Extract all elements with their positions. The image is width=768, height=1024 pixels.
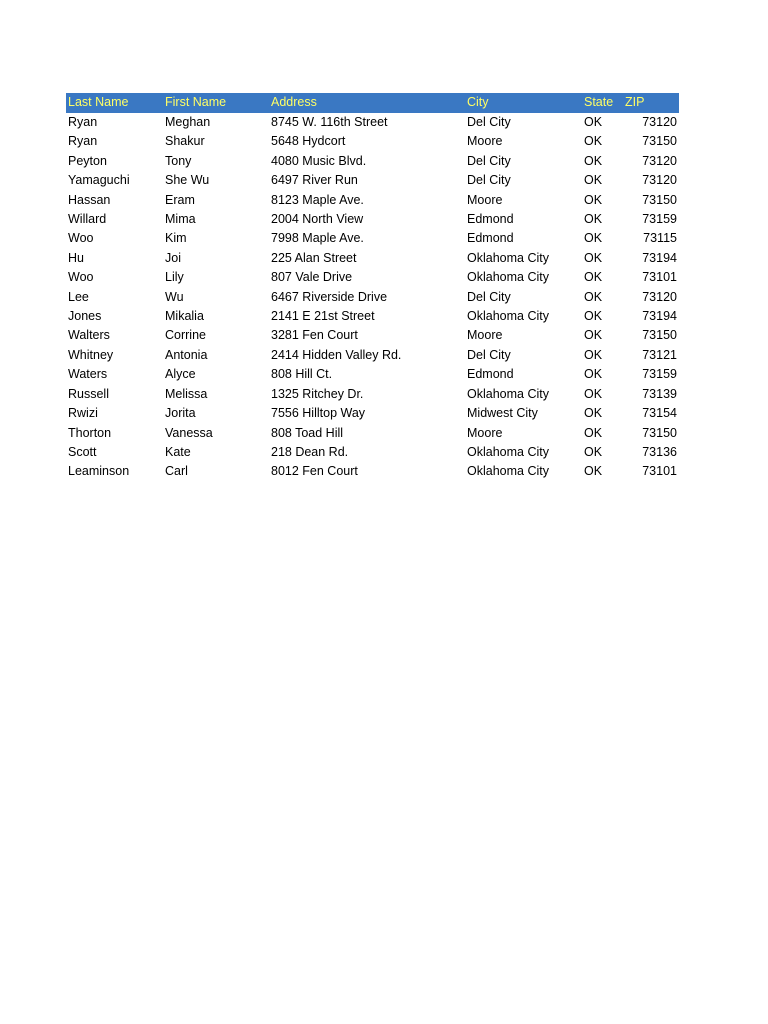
- last-name-cell: Hassan: [68, 192, 111, 207]
- city-cell: Oklahoma City: [467, 444, 549, 459]
- city-cell: Midwest City: [467, 406, 538, 421]
- city-cell: Oklahoma City: [467, 270, 549, 285]
- last-name-cell: Willard: [68, 212, 107, 227]
- address-cell: 2004 North View: [271, 212, 364, 227]
- last-name-cell: Woo: [68, 270, 94, 285]
- last-name-cell: Rwizi: [68, 406, 98, 421]
- address-cell: 808 Toad Hill: [271, 425, 344, 440]
- first-name-cell: Antonia: [165, 347, 208, 362]
- first-name-cell: Eram: [165, 192, 195, 207]
- city-cell: Del City: [467, 347, 511, 362]
- zip-cell: 73139: [642, 386, 677, 401]
- zip-cell: 73194: [642, 309, 677, 324]
- last-name-cell: Whitney: [68, 347, 114, 362]
- state-cell: OK: [584, 444, 603, 459]
- city-cell: Moore: [467, 328, 503, 343]
- address-table: [66, 93, 679, 482]
- address-cell: 808 Hill Ct.: [271, 367, 333, 382]
- zip-cell: 73194: [642, 250, 677, 265]
- zip-cell: 73120: [642, 153, 677, 168]
- first-name-cell: Alyce: [165, 367, 196, 382]
- state-cell: OK: [584, 173, 603, 188]
- address-cell: 218 Dean Rd.: [271, 444, 349, 459]
- state-cell: OK: [584, 192, 603, 207]
- table-row: [66, 385, 679, 404]
- state-cell: OK: [584, 406, 603, 421]
- first-name-cell: Jorita: [165, 406, 196, 421]
- zip-cell: 73120: [642, 289, 677, 304]
- first-name-cell: Tony: [165, 153, 192, 168]
- first-name-cell: Mikalia: [165, 309, 204, 324]
- header-first-name: First Name: [163, 93, 269, 113]
- zip-cell: 73120: [642, 115, 677, 129]
- zip-cell: 73136: [642, 444, 677, 459]
- first-name-cell: Melissa: [165, 386, 208, 401]
- city-cell: Moore: [467, 134, 503, 149]
- first-name-cell: She Wu: [165, 173, 210, 188]
- city-cell: Moore: [467, 192, 503, 207]
- address-cell: 8123 Maple Ave.: [271, 192, 364, 207]
- state-cell: OK: [584, 250, 603, 265]
- table-row: [66, 268, 679, 287]
- city-cell: Edmond: [467, 212, 514, 227]
- state-cell: OK: [584, 367, 603, 382]
- header-row: [66, 93, 679, 113]
- last-name-cell: Yamaguchi: [68, 173, 130, 188]
- state-cell: OK: [584, 328, 603, 343]
- zip-cell: 73154: [642, 406, 677, 421]
- address-cell: 8012 Fen Court: [271, 464, 358, 479]
- table-row: [66, 307, 679, 326]
- zip-cell: 73120: [642, 173, 677, 188]
- city-cell: Oklahoma City: [467, 386, 549, 401]
- city-cell: Edmond: [467, 367, 514, 382]
- state-cell: OK: [584, 212, 603, 227]
- state-cell: OK: [584, 153, 603, 168]
- table-row: [66, 210, 679, 229]
- last-name-cell: Ryan: [68, 115, 98, 129]
- first-name-cell: Wu: [165, 289, 184, 304]
- header-city: City: [465, 93, 582, 113]
- last-name-cell: Lee: [68, 289, 89, 304]
- table-row: [66, 229, 679, 248]
- state-cell: OK: [584, 309, 603, 324]
- city-cell: Del City: [467, 115, 511, 129]
- state-cell: OK: [584, 347, 603, 362]
- last-name-cell: Waters: [68, 367, 108, 382]
- first-name-cell: Corrine: [165, 328, 206, 343]
- first-name-cell: Meghan: [165, 115, 211, 129]
- address-cell: 807 Vale Drive: [271, 270, 353, 285]
- header-state: State: [582, 93, 625, 113]
- city-cell: Oklahoma City: [467, 250, 549, 265]
- city-cell: Del City: [467, 289, 511, 304]
- table-row: [66, 113, 679, 132]
- zip-cell: 73150: [642, 425, 677, 440]
- state-cell: OK: [584, 270, 603, 285]
- first-name-cell: Carl: [165, 464, 188, 479]
- table-row: [66, 152, 679, 171]
- last-name-cell: Thorton: [68, 425, 112, 440]
- first-name-cell: Vanessa: [165, 425, 213, 440]
- header-zip: ZIP: [625, 93, 679, 113]
- address-cell: 2414 Hidden Valley Rd.: [271, 347, 402, 362]
- last-name-cell: Leaminson: [68, 464, 130, 479]
- city-cell: Del City: [467, 153, 511, 168]
- state-cell: OK: [584, 386, 603, 401]
- header-address: Address: [269, 93, 465, 113]
- city-cell: Oklahoma City: [467, 464, 549, 479]
- table-row: [66, 443, 679, 462]
- table-row: [66, 404, 679, 423]
- zip-cell: 73159: [642, 367, 677, 382]
- address-cell: 3281 Fen Court: [271, 328, 358, 343]
- city-cell: Edmond: [467, 231, 514, 246]
- state-cell: OK: [584, 464, 603, 479]
- zip-cell: 73101: [642, 270, 677, 285]
- state-cell: OK: [584, 425, 603, 440]
- first-name-cell: Mima: [165, 212, 196, 227]
- header-last-name: Last Name: [66, 93, 163, 113]
- zip-cell: 73121: [642, 347, 677, 362]
- address-cell: 4080 Music Blvd.: [271, 153, 367, 168]
- table-row: [66, 191, 679, 210]
- first-name-cell: Lily: [165, 270, 184, 285]
- address-cell: 7556 Hilltop Way: [271, 406, 366, 421]
- table-row: [66, 132, 679, 151]
- state-cell: OK: [584, 289, 603, 304]
- state-cell: OK: [584, 231, 603, 246]
- table-row: [66, 171, 679, 190]
- city-cell: Oklahoma City: [467, 309, 549, 324]
- last-name-cell: Jones: [68, 309, 102, 324]
- zip-cell: 73150: [642, 328, 677, 343]
- last-name-cell: Russell: [68, 386, 109, 401]
- first-name-cell: Kate: [165, 444, 191, 459]
- address-cell: 1325 Ritchey Dr.: [271, 386, 364, 401]
- table-row: [66, 462, 679, 481]
- table-row: [66, 424, 679, 443]
- address-cell: 2141 E 21st Street: [271, 309, 375, 324]
- first-name-cell: Shakur: [165, 134, 205, 149]
- address-cell: 5648 Hydcort: [271, 134, 346, 149]
- table-row: [66, 346, 679, 365]
- address-cell: 8745 W. 116th Street: [271, 115, 388, 129]
- last-name-cell: Peyton: [68, 153, 107, 168]
- first-name-cell: Joi: [165, 250, 181, 265]
- zip-cell: 73150: [642, 192, 677, 207]
- table-body: [66, 113, 679, 482]
- first-name-cell: Kim: [165, 231, 187, 246]
- last-name-cell: Scott: [68, 444, 97, 459]
- address-cell: 7998 Maple Ave.: [271, 231, 364, 246]
- state-cell: OK: [584, 115, 603, 129]
- table-row: [66, 249, 679, 268]
- last-name-cell: Walters: [68, 328, 110, 343]
- zip-cell: 73159: [642, 212, 677, 227]
- address-cell: 225 Alan Street: [271, 250, 357, 265]
- city-cell: Moore: [467, 425, 503, 440]
- address-cell: 6497 River Run: [271, 173, 358, 188]
- last-name-cell: Ryan: [68, 134, 98, 149]
- table-row: [66, 326, 679, 345]
- zip-cell: 73115: [643, 231, 677, 246]
- table-row: [66, 365, 679, 384]
- table-row: [66, 288, 679, 307]
- zip-cell: 73101: [642, 464, 677, 479]
- zip-cell: 73150: [642, 134, 677, 149]
- city-cell: Del City: [467, 173, 511, 188]
- last-name-cell: Hu: [68, 250, 84, 265]
- address-cell: 6467 Riverside Drive: [271, 289, 388, 304]
- address-table-sheet: [66, 93, 679, 482]
- last-name-cell: Woo: [68, 231, 94, 246]
- state-cell: OK: [584, 134, 603, 149]
